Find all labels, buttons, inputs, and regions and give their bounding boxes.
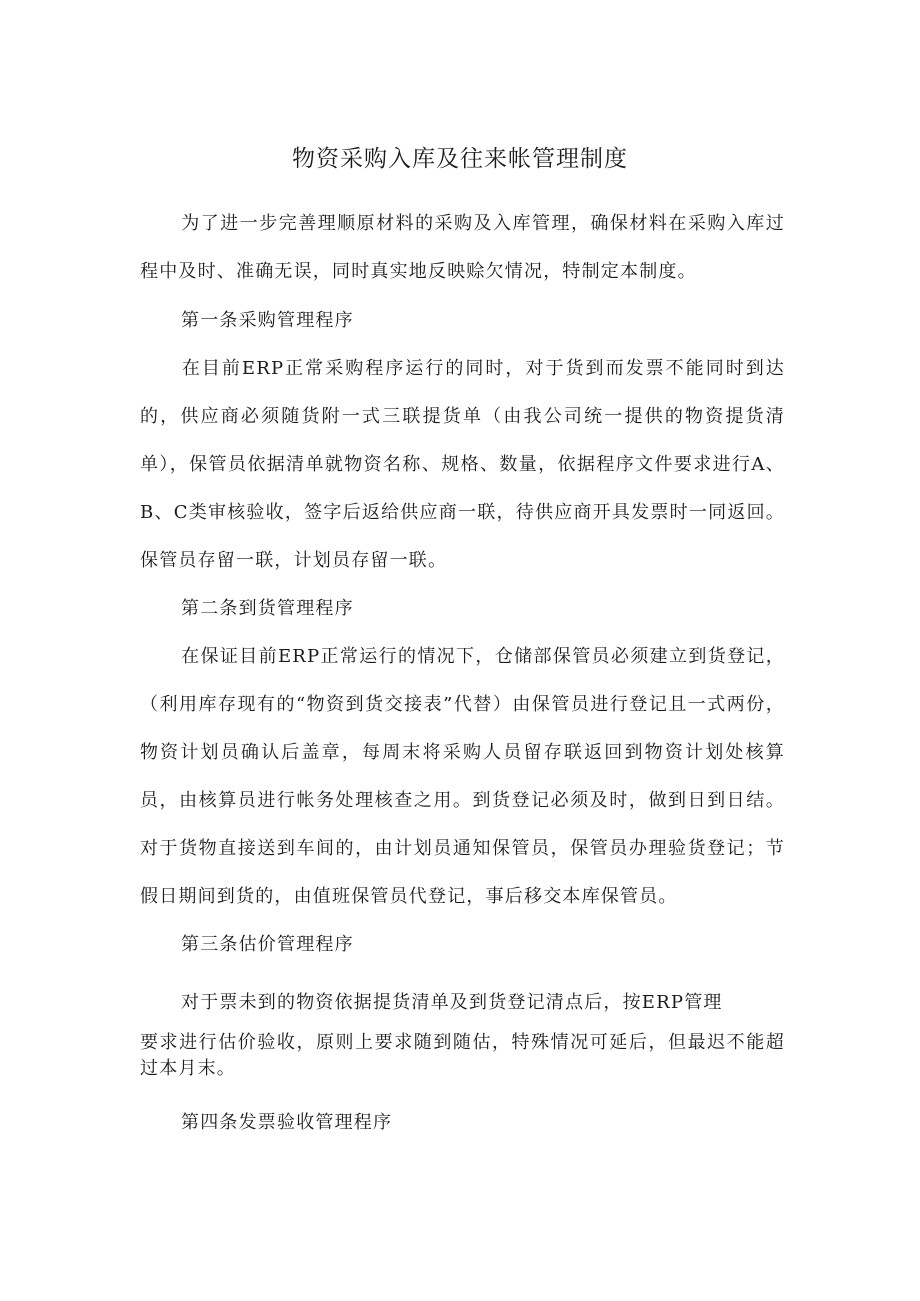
section-4-heading: 第四条发票验收管理程序	[181, 1112, 393, 1133]
section-2-paragraph	[140, 633, 785, 921]
intro-paragraph	[140, 200, 785, 296]
section-1-text: 在目前ERP正常采购程序运行的同时，对于货到而发票不能同时到达的，供应商必须随货附一式三联提货单（由我公司统一提供的物资提货清单），保管员依据清单就物资名称、规格、数量，依据程序文件要求进行A、B、C类审核验收，签字后返给供应商一联，待供应商开具发票时一同返回。保管员存留一联，计划员存留一联。	[140, 358, 785, 571]
section-1-heading: 第一条采购管理程序	[181, 310, 354, 331]
section-3-line-2: 要求进行估价验收，原则上要求随到随估，特殊情况可延后，但最迟不能超过本月末。	[140, 1032, 785, 1079]
section-3-heading: 第三条估价管理程序	[181, 934, 354, 955]
section-1-paragraph	[140, 345, 785, 585]
document-title: 物资采购入库及往来帐管理制度	[292, 146, 628, 172]
intro-text: 为了进一步完善理顺原材料的采购及入库管理，确保材料在采购入库过程中及时、准确无误，同时真实地反映赊欠情况，特制定本制度。	[140, 213, 785, 282]
section-2-text: 在保证目前ERP正常运行的情况下，仓储部保管员必须建立到货登记，（利用库存现有的“物资到货交接表”代替）由保管员进行登记且一式两份，物资计划员确认后盖章，每周末将采购人员留存联返回到物资计划处核算员，由核算员进行帐务处理核查之用。到货登记必须及时，做到日到日结。对于货物直接送到车间的，由计划员通知保管员，保管员办理验货登记；节假日期间到货的，由值班保管员代登记，事后移交本库保管员。	[140, 646, 785, 907]
section-3-text-1: 对于票未到的物资依据提货清单及到货登记清点后，按ERP管理	[181, 992, 723, 1013]
section-3-line-1	[140, 979, 785, 1027]
section-2-heading: 第二条到货管理程序	[181, 598, 354, 619]
